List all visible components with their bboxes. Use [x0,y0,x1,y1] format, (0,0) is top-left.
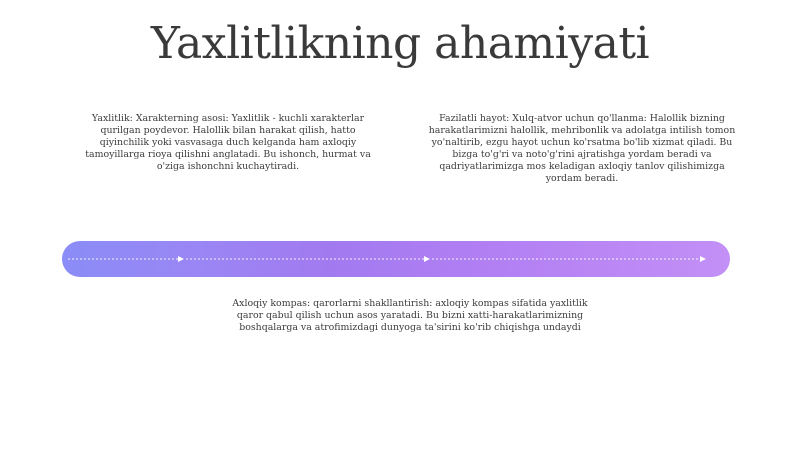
timeline-arrow-1-icon [178,256,184,262]
timeline-bar [62,241,730,277]
page-title: Yaxlitlikning ahamiyati [150,18,650,69]
timeline-arrow-2-icon [424,256,430,262]
timeline-arrows [62,241,730,277]
text-block-moral-compass: Axloqiy kompas: qarorlarni shakllantirish: axloqiy kompas sifatida yaxlitlik qaror qabul qilish uchun asos yaratadi. Bu bizni xatti-harakatlarimizning boshqalarga va atrofimizdagi dunyoga ta'sirini ko'rib chiqishga undaydi [232,298,588,333]
text-block-virtuous-life: Fazilatli hayot: Xulq-atvor uchun qo'llanma: Halollik bizning harakatlarimizni halollik, mehribonlik va adolatga intilish tomon yo'naltirib, ezgu hayot uchun ko'rsatma bo'lib xizmat qiladi. Bu bizga to'g'ri va noto'g'rini ajratishga yordam beradi va qadriyatlarimizga mos keladigan axloqiy tanlov qilishimizga yordam beradi. [428,113,736,184]
text-block-integrity: Yaxlitlik: Xarakterning asosi: Yaxlitlik - kuchli xarakterlar qurilgan poydevor. Halollik bilan harakat qilish, hatto qiyinchilik yoki vasvasaga duch kelganda ham axloqiy tamoyillarga rioya qilishni anglatadi. Bu ishonch, hurmat va o'ziga ishonchni kuchaytiradi. [85,113,371,172]
timeline-arrow-3-icon [700,256,706,262]
